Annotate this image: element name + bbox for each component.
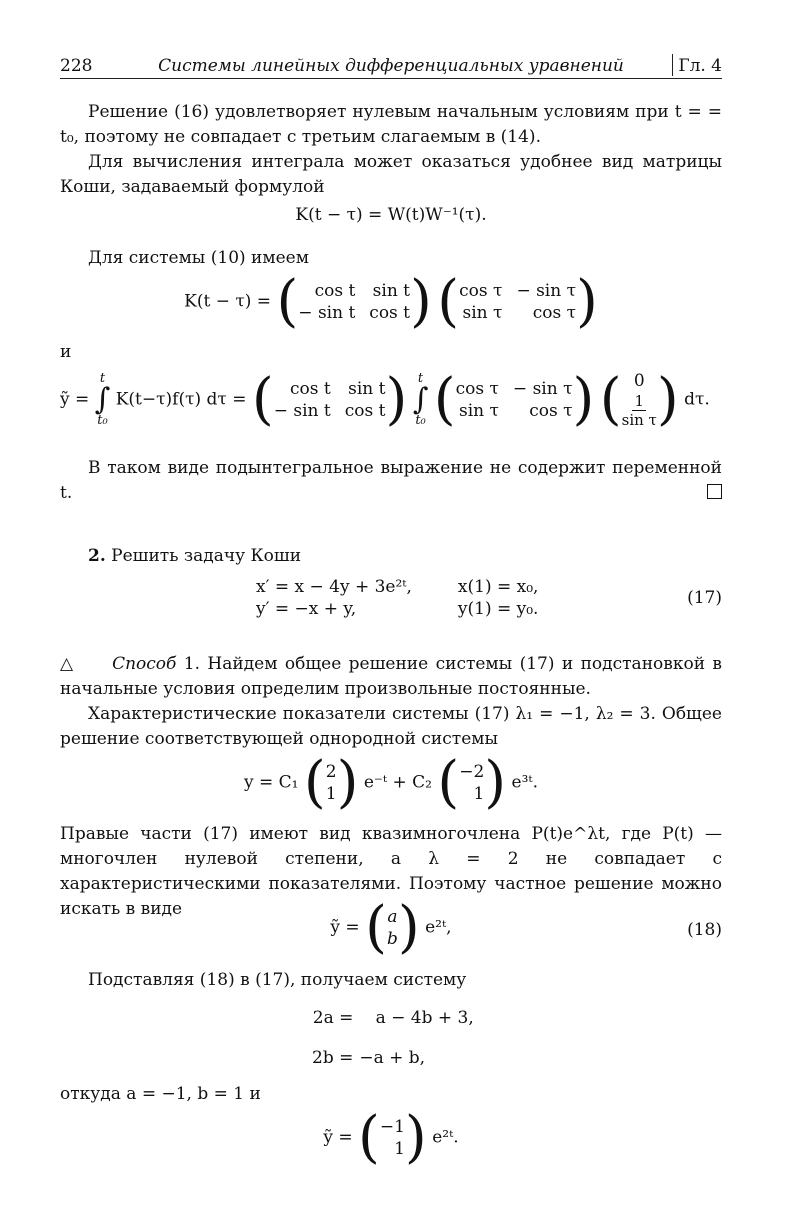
int-lower: t₀ — [97, 412, 108, 428]
vec-b: b — [386, 929, 398, 949]
vec-result-top: −1 — [379, 1117, 405, 1137]
vec-zero: 0 — [633, 371, 645, 391]
chapter-label: Гл. 4 — [678, 56, 722, 76]
task-text: Решить задачу Коши — [111, 546, 302, 566]
int2-lower: t₀ — [415, 412, 426, 428]
cell-sin-t: sin t — [372, 281, 411, 301]
eq3-mid: K(t−τ)f(τ) dτ = — [115, 389, 247, 410]
sys17-row2-ic: y(1) = y₀. — [457, 599, 539, 619]
page — [60, 52, 722, 1170]
equation-number-18: (18) — [687, 920, 722, 940]
equation-k-matrix — [60, 269, 722, 334]
task-number: 2. — [88, 546, 106, 566]
system-17 — [60, 576, 722, 620]
equation-cauchy-matrix: K(t − τ) = W(t)W⁻¹(τ). — [295, 205, 487, 225]
matrix-rotation-t-b: ( cos t sin t − sin t cos t ) — [251, 366, 408, 432]
eq3-end: dτ. — [684, 389, 710, 410]
frac-numerator: 1 — [634, 392, 645, 410]
word-and: и — [60, 342, 72, 362]
equation-integral — [60, 366, 722, 432]
cell-b-cos-tau: cos τ — [455, 378, 499, 399]
cell-sin-tau: sin τ — [462, 303, 503, 323]
eq4-mid: e⁻ᵗ + C₂ — [363, 772, 432, 793]
equation-general-solution — [60, 750, 722, 815]
paragraph-substituting: Подставляя (18) в (17), получаем систему — [88, 970, 467, 990]
vec-c1-bottom: 1 — [325, 784, 337, 804]
cell-b-sin-tau: sin τ — [459, 400, 499, 421]
system-ab — [60, 1007, 722, 1069]
vector-ab: ( a b ) — [365, 895, 420, 960]
cell-cos-t: cos t — [314, 281, 356, 301]
int-upper: t — [99, 370, 106, 386]
frac-denominator: sin τ — [621, 411, 657, 429]
vector-c2: ( −2 1 ) — [437, 750, 507, 815]
sys2-r2-lhs: 2b = — [312, 1048, 354, 1068]
integral-2: t ∫ t₀ — [412, 370, 429, 428]
running-header — [60, 52, 722, 79]
sys2-r1-lhs: 2a = — [312, 1008, 354, 1028]
cell-b-cos-tau-2: cos τ — [529, 400, 573, 421]
qed-square-icon — [707, 484, 722, 499]
int2-upper: t — [417, 370, 424, 386]
matrix-rotation-t: ( cos t sin t − sin t cos t ) — [276, 269, 432, 334]
equation-18 — [60, 895, 722, 960]
integral-1: t ∫ t₀ — [94, 370, 111, 428]
sys2-r1-rhs: a − 4b + 3, — [359, 1008, 474, 1028]
eq2-lhs: K(t − τ) = — [184, 291, 272, 312]
paragraph-quasipolynomial: Правые части (17) имеют вид квазимногочлена P(t)e^λt, где P(t) — многочлен нулевой степени, а λ = 2 не совпадает с характеристическими показателями. Поэтому частное решение можно искать в виде — [60, 824, 722, 919]
eq4-lhs: y = C₁ — [243, 772, 299, 793]
equation-number-17: (17) — [687, 588, 722, 608]
cell-minus-sin-tau: − sin τ — [516, 281, 577, 301]
equation-particular-solution — [60, 1105, 722, 1170]
triangle-icon: △ — [60, 654, 76, 674]
cell-b-cos-t-2: cos t — [344, 400, 386, 421]
page-number: 228 — [60, 56, 93, 76]
cell-cos-t-2: cos t — [369, 303, 411, 323]
eq3-lhs: ỹ = — [60, 389, 90, 410]
vec-c2-top: −2 — [459, 762, 485, 782]
cell-minus-sin-t: − sin t — [298, 303, 356, 323]
eq5-lhs: ỹ = — [330, 917, 360, 938]
vec-c2-bottom: 1 — [473, 784, 485, 804]
paragraph-whence: откуда a = −1, b = 1 и — [60, 1084, 261, 1104]
method-text: 1. Найдем общее решение системы (17) и подстановкой в начальные условия определим произвольные постоянные. — [60, 654, 722, 699]
paragraph-method-1 — [60, 652, 722, 702]
paragraph-cauchy-matrix: Для вычисления интеграла может оказаться удобнее вид матрицы Коши, задаваемый формулой — [60, 152, 722, 197]
matrix-rotation-tau: ( cos τ − sin τ sin τ cos τ ) — [437, 269, 598, 334]
eq6-lhs: ỹ = — [323, 1127, 353, 1148]
eq6-end: e²ᵗ. — [432, 1127, 459, 1148]
matrix-rotation-tau-b: ( cos τ − sin τ sin τ cos τ ) — [433, 366, 595, 432]
vector-result: ( −1 1 ) — [358, 1105, 427, 1170]
vec-c1-top: 2 — [325, 762, 337, 782]
eq5-end: e²ᵗ, — [425, 917, 452, 938]
cell-cos-tau: cos τ — [459, 281, 503, 301]
eq4-end: e³ᵗ. — [511, 772, 539, 793]
cell-b-sin-t: sin t — [348, 378, 386, 399]
cell-b-cos-t: cos t — [290, 378, 331, 399]
vec-a: a — [387, 907, 398, 927]
sys2-r2-rhs: −a + b, — [359, 1048, 426, 1068]
running-title: Системы линейных дифференциальных уравнений — [158, 56, 624, 76]
task-2-heading — [60, 544, 722, 569]
paragraph-integrand: В таком виде подынтегральное выражение не содержит переменной t. — [60, 458, 722, 503]
paragraph-characteristic: Характеристические показатели системы (17) λ₁ = −1, λ₂ = 3. Общее решение соответствующей однородной системы — [60, 704, 722, 749]
cell-b-minus-sin-t: − sin t — [273, 400, 331, 421]
cell-b-minus-sin-tau: − sin τ — [512, 378, 573, 399]
paragraph-system-10: Для системы (10) имеем — [88, 248, 309, 268]
sys17-row1-eq: x′ = x − 4y + 3e²ᵗ, — [256, 577, 412, 597]
vec-result-bottom: 1 — [394, 1139, 405, 1159]
method-label: Способ — [112, 654, 177, 674]
paragraph-solution-16: Решение (16) удовлетворяет нулевым начальным условиям при t = = t₀, поэтому не совпадает с третьим слагаемым в (14). — [60, 102, 722, 147]
cell-cos-tau-2: cos τ — [532, 303, 577, 323]
frac-one-over-sin — [622, 392, 657, 429]
sys17-row2-eq: y′ = −x + y, — [256, 599, 357, 619]
vector-forcing: ( 0 $\frac{1}{\text{sin τ}}$ ) — [599, 366, 679, 432]
sys17-row1-ic: x(1) = x₀, — [457, 577, 539, 597]
vector-c1: ( 2 1 ) — [303, 750, 359, 815]
